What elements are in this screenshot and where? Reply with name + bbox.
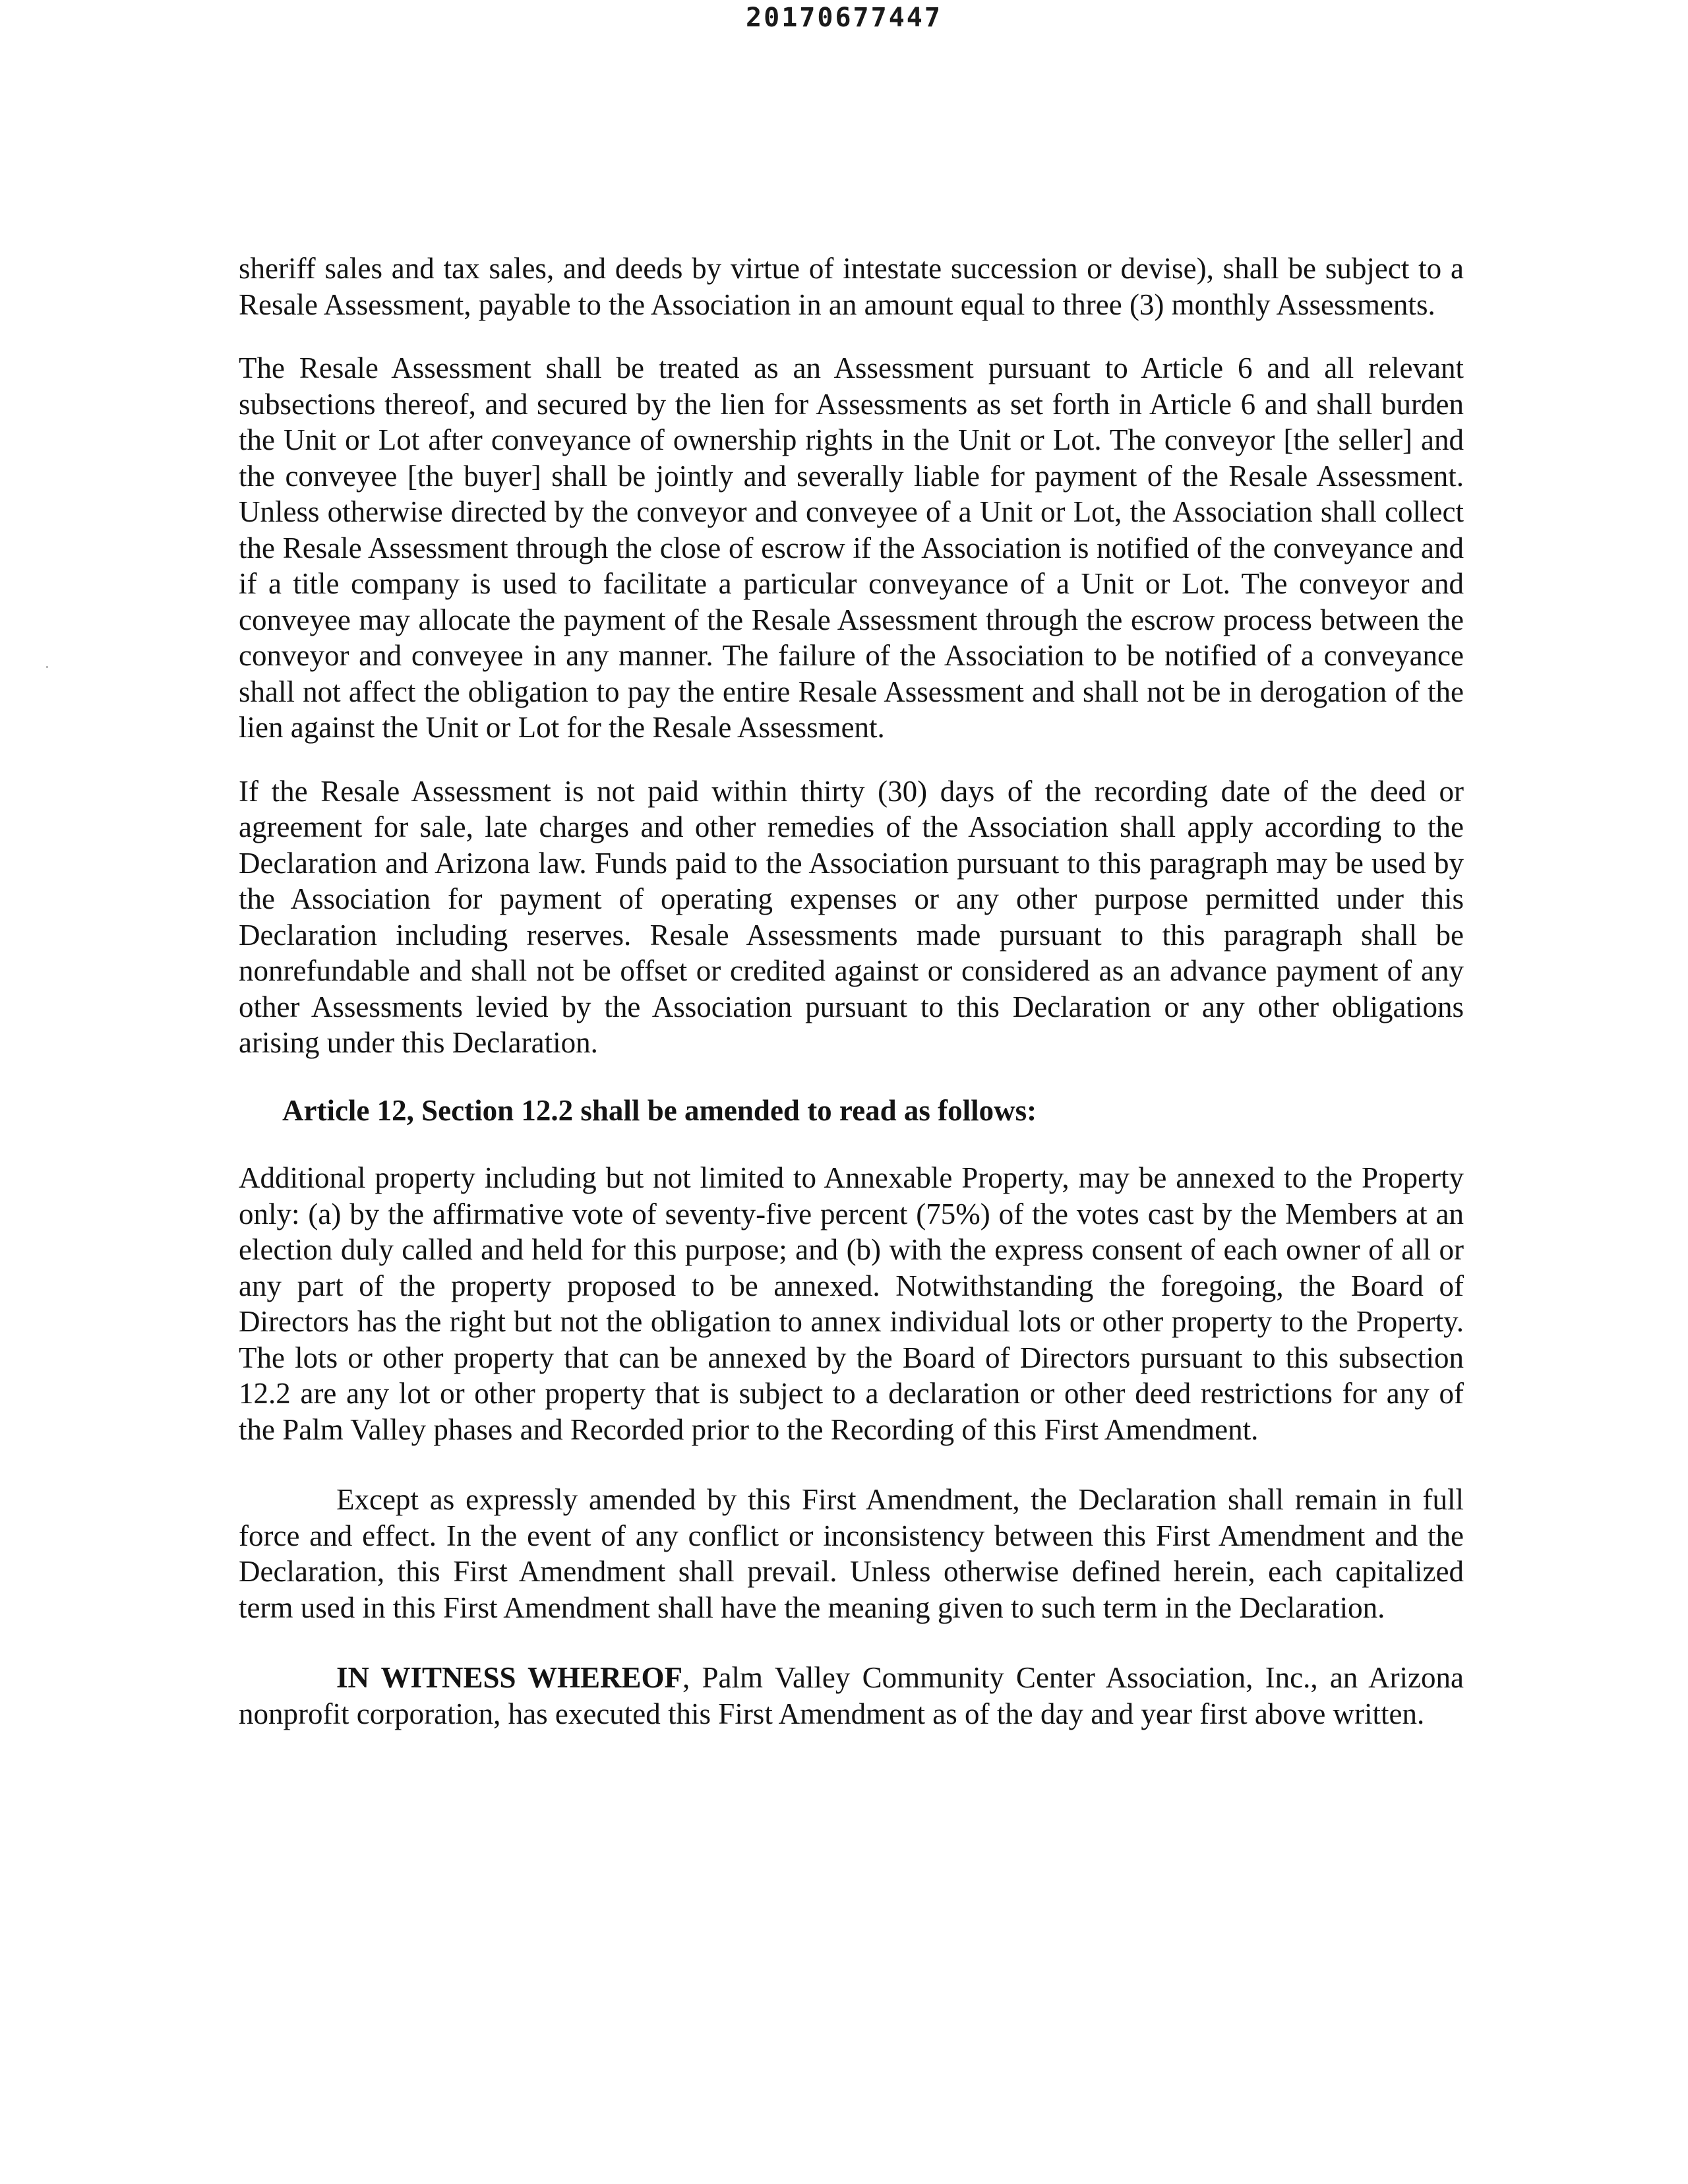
paragraph-annexation: Additional property including but not limited to Annexable Property, may be annexed to the Property only: (a) by the affirmative vote of seventy-five percent (75%) of the votes cast by the Members at an election duly called and held for this purpose; and (b) with the express consent of each owner of all or any part of the property proposed to be annexed. Notwithstanding the foregoing, the Board of Directors has the right but not the obligation to annex individual lots or other property to the Property. The lots or other property that can be annexed by the Board of Directors pursuant to this subsection 12.2 are any lot or other property that is subject to a declaration or other deed restrictions for any of the Palm Valley phases and Recorded prior to the Recording of this First Amendment. [239,1161,1464,1446]
paragraph-resale-subject: sheriff sales and tax sales, and deeds by virtue of intestate succession or devise), shall be subject to a Resale Assessment, payable to the Association in an amount equal to three (3) monthly Assessments. [239,252,1464,321]
witness-text: , Palm Valley Community Center Association, Inc., an Arizona nonprofit corporation, has executed this First Amendment as of the day and year first above written. [239,1661,1464,1730]
paragraph-witness [239,1660,1464,1732]
scan-artifact [46,666,48,668]
paragraph-declaration-effect: Except as expressly amended by this First Amendment, the Declaration shall remain in full force and effect. In the event of any conflict or inconsistency between this First Amendment and the Declaration, this First Amendment shall prevail. Unless otherwise defined herein, each capitalized term used in this First Amendment shall have the meaning given to such term in the Declaration. [239,1483,1464,1624]
section-heading-article-12: Article 12, Section 12.2 shall be amended to read as follows: [282,1093,1037,1127]
paragraph-resale-treatment: The Resale Assessment shall be treated as an Assessment pursuant to Article 6 and all relevant subsections thereof, and secured by the lien for Assessments as set forth in Article 6 and shall burden the Unit or Lot after conveyance of ownership rights in the Unit or Lot. The conveyor [the seller] and the conveyee [the buyer] shall be jointly and severally liable for payment of the Resale Assessment. Unless otherwise directed by the conveyor and conveyee of a Unit or Lot, the Association shall collect the Resale Assessment through the close of escrow if the Association is notified of the conveyance and if a title company is used to facilitate a particular conveyance of a Unit or Lot. The conveyor and conveyee may allocate the payment of the Resale Assessment through the escrow process between the conveyor and conveyee in any manner. The failure of the Association to be notified of a conveyance shall not affect the obligation to pay the entire Resale Assessment and shall not be in derogation of the lien against the Unit or Lot for the Resale Assessment. [239,351,1464,744]
document-body [239,251,1464,1732]
recording-number: 20170677447 [746,3,942,33]
witness-label: IN WITNESS WHEREOF [336,1661,682,1694]
paragraph-resale-late-payment: If the Resale Assessment is not paid within thirty (30) days of the recording date of the deed or agreement for sale, late charges and other remedies of the Association shall apply according to the Declaration and Arizona law. Funds paid to the Association pursuant to this paragraph may be used by the Association for payment of operating expenses or any other purpose permitted under this Declaration including reserves. Resale Assessments made pursuant to this paragraph shall be nonrefundable and shall not be offset or credited against or considered as an advance payment of any other Assessments levied by the Association pursuant to this Declaration or any other obligations arising under this Declaration. [239,774,1464,1059]
